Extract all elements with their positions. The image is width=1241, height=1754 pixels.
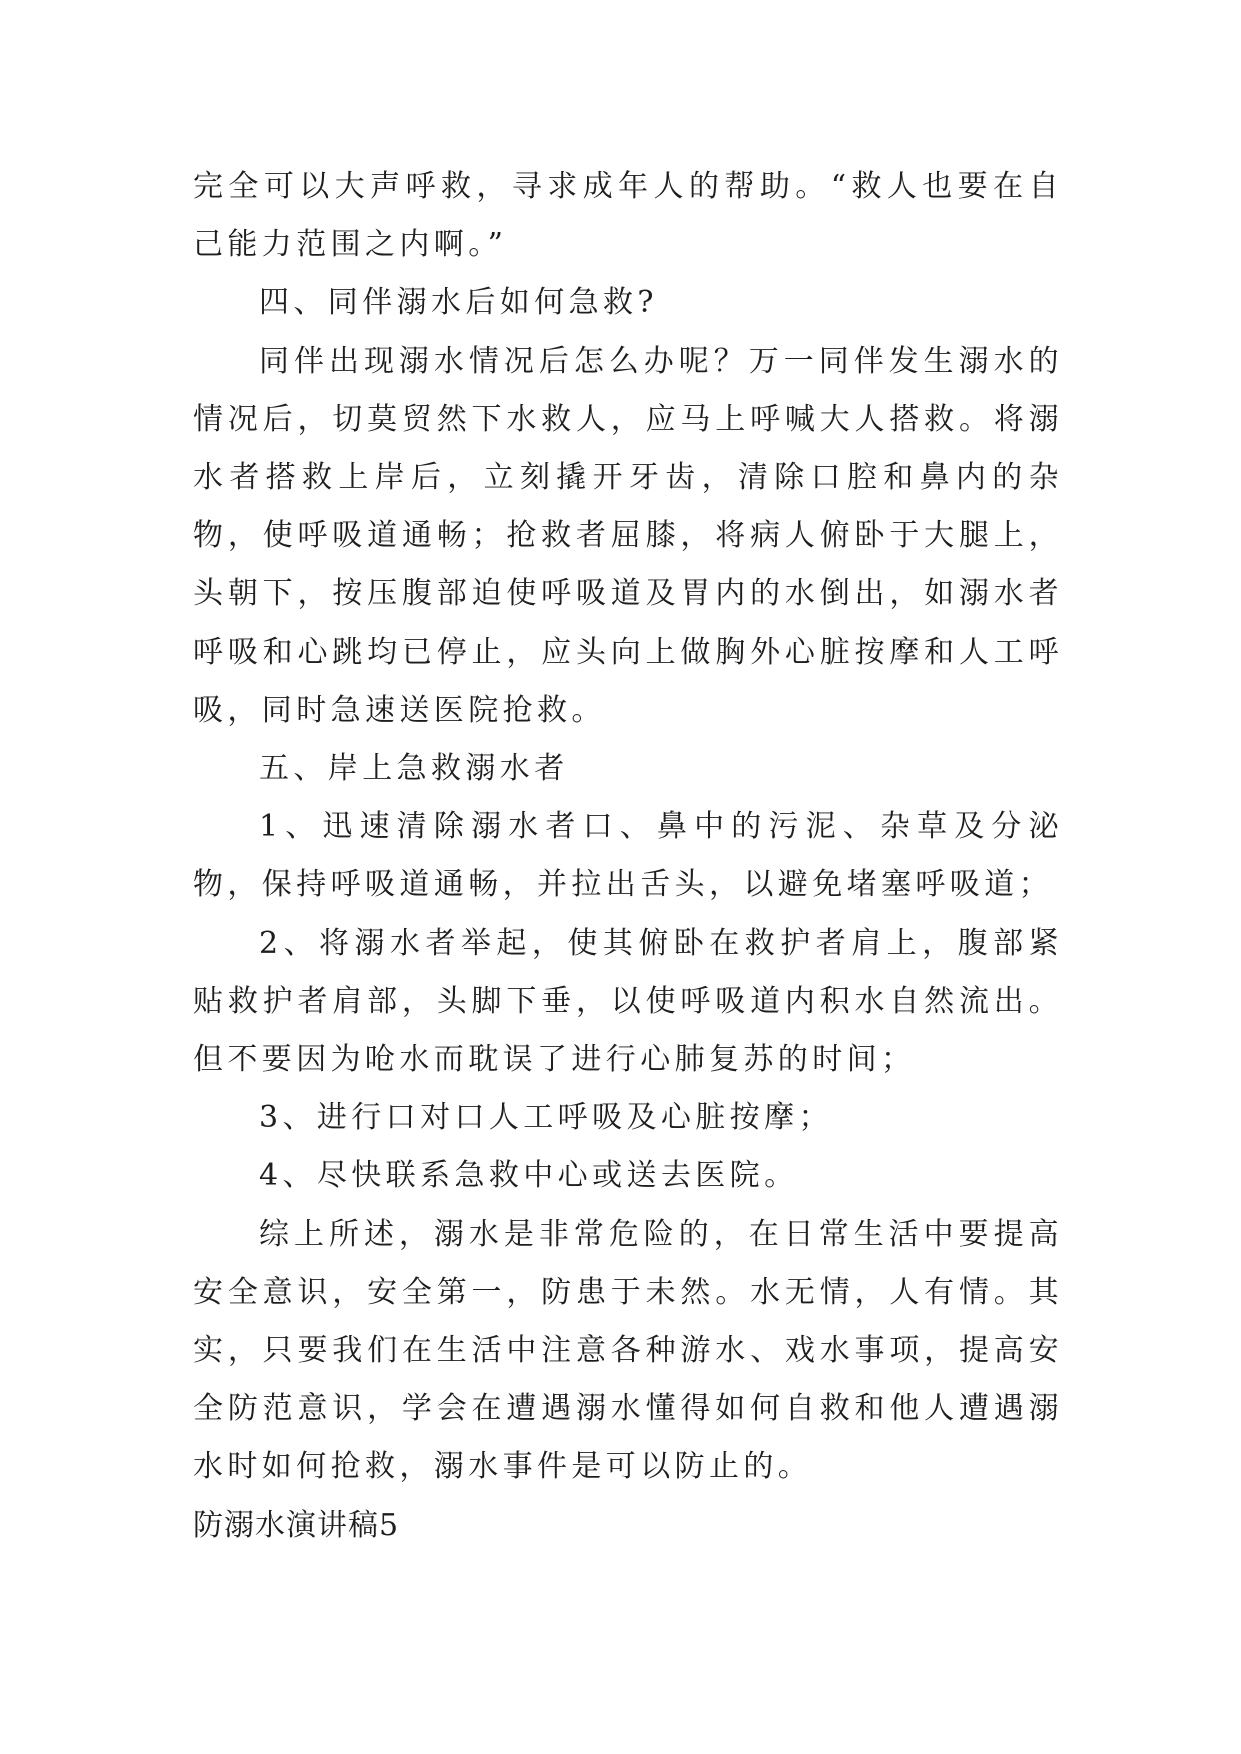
section-heading-rescue-companion: 四、同伴溺水后如何急救? — [259, 285, 658, 321]
list-item-step-4: 4、尽快联系急救中心或送去医院。 — [259, 1158, 799, 1194]
paragraph-continuation: 完全可以大声呼救，寻求成年人的帮助。“救人也要在自己能力范围之内啊。” — [193, 169, 1063, 263]
paragraph-conclusion: 综上所述，溺水是非常危险的，在日常生活中要提高安全意识，安全第一，防患于未然。水无情，人有情。其实，只要我们在生活中注意各种游水、戏水事项，提高安全防范意识，学会在遭遇溺水懂得如何自救和他人遭遇溺水时如何抢救，溺水事件是可以防止的。 — [193, 1216, 1063, 1485]
list-item-step-1: 1、迅速清除溺水者口、鼻中的污泥、杂草及分泌物，保持呼吸道通畅，并拉出舌头，以避免堵塞呼吸道； — [193, 809, 1063, 903]
paragraph-companion-rescue: 同伴出现溺水情况后怎么办呢？万一同伴发生溺水的情况后，切莫贸然下水救人，应马上呼喊大人搭救。将溺水者搭救上岸后，立刻撬开牙齿，清除口腔和鼻内的杂物，使呼吸道通畅；抢救者屈膝，将病人俯卧于大腿上，头朝下，按压腹部迫使呼吸道及胃内的水倒出，如溺水者呼吸和心跳均已停止，应头向上做胸外心脏按摩和人工呼吸，同时急速送医院抢救。 — [193, 343, 1063, 728]
document-body — [193, 158, 1063, 1555]
list-item-step-2: 2、将溺水者举起，使其俯卧在救护者肩上，腹部紧贴救护者肩部，头脚下垂，以使呼吸道内积水自然流出。但不要因为呛水而耽误了进行心肺复苏的时间； — [193, 925, 1063, 1078]
document-section-title: 防溺水演讲稿5 — [193, 1507, 400, 1543]
section-heading-shore-rescue: 五、岸上急救溺水者 — [259, 751, 569, 787]
list-item-step-3: 3、进行口对口人工呼吸及心脏按摩； — [259, 1100, 833, 1136]
